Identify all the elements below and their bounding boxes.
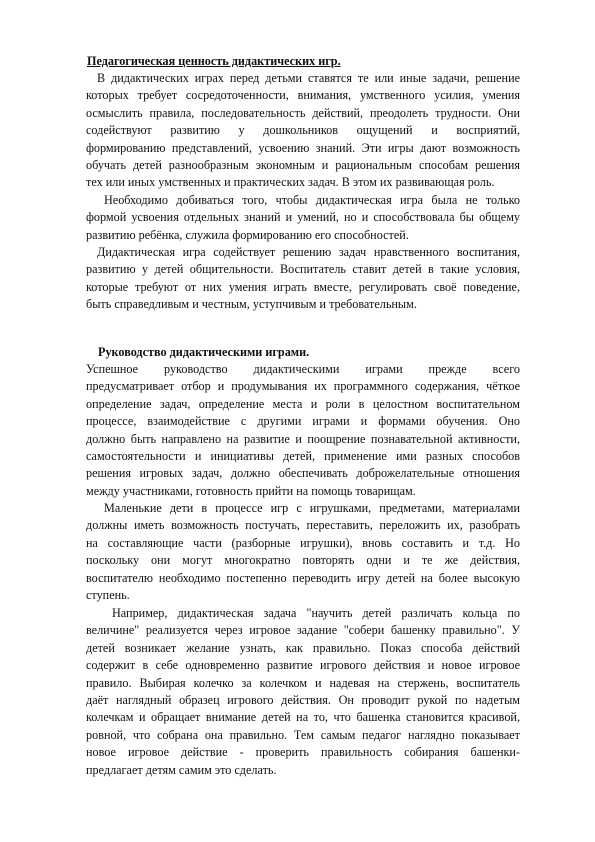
text-line: даёт наглядный образец игрового действия. Он проводит рукой по надетым	[86, 692, 520, 707]
text-line: решения игровых задач, должно обеспечивать доброжелательные отношения	[86, 466, 520, 481]
text-line: на составляющие части (разборные игрушки), вновь составить и т.д. Но	[86, 535, 520, 550]
text-line: предлагает детям самим это сделать.	[86, 762, 277, 777]
text-line: содействуют развитию у дошкольников ощущений и восприятий,	[86, 123, 520, 138]
text-line: В дидактических играх перед детьми ставятся те или иные задачи, решение	[97, 71, 520, 85]
text-line: ступень.	[86, 587, 130, 602]
paragraph-moral-education	[86, 244, 520, 314]
text-line: Необходимо добиваться того, чтобы дидактическая игра была не только	[104, 193, 520, 207]
text-line: Дидактическая игра содействует решению задач нравственного воспитания,	[97, 245, 520, 259]
text-line: обучать детей разнообразным экономным и рациональным способам решения	[86, 157, 520, 172]
paragraph-example-tower	[86, 605, 520, 779]
text-line: осмыслить правила, последовательность действий, преодолеть трудности. Они	[86, 105, 520, 120]
text-line: тех или иных умственных и практических задач. В этом их развивающая роль.	[86, 175, 495, 190]
paragraph-didactic-tasks	[86, 70, 520, 192]
text-line: колечкам и обращает внимание детей на то, что башенка становится красивой,	[86, 710, 520, 725]
text-line: новое игровое действие - проверить правильность собирания башенки-	[86, 745, 520, 760]
text-line: ровной, что собрана она правильно. Тем самым педагог наглядно показывает	[86, 727, 520, 742]
paragraph-general-development	[86, 192, 520, 244]
text-line: воспитателю необходимо постепенно переводить игру детей на более высокую	[86, 570, 520, 585]
text-line: которых требует сосредоточенности, внимания, умственного усилия, умения	[86, 88, 520, 103]
text-line: которые требуют от них умения играть вместе, регулировать своё поведение,	[86, 279, 520, 294]
section-heading-pedagogical-value: Педагогическая ценность дидактических игр.	[87, 54, 341, 68]
text-line: величине" реализуется через игровое задание "собери башенку правильно". У	[86, 623, 520, 638]
text-line: предусматривает отбор и продумывания их программного содержания, чёткое	[86, 379, 520, 394]
text-line: определение задач, определение места и роли в целостном воспитательном	[86, 396, 520, 411]
paragraph-successful-guidance	[86, 361, 520, 500]
section-heading-game-guidance: Руководство дидактическими играми.	[98, 345, 310, 359]
text-line: Успешное руководство дидактическими играми прежде всего	[86, 362, 520, 376]
text-line: детей возникает желание узнать, как правильно. Показ способа действий	[86, 640, 520, 655]
text-line: быть справедливым и честным, уступчивым и требовательным.	[86, 297, 417, 312]
text-line: содержит в себе одновременно развитие игрового действия и новое игровое	[86, 658, 520, 673]
text-line: самостоятельности и инициативы детей, применение ими разных способов	[86, 448, 520, 463]
text-line: развитию у детей общительности. Воспитатель ставит детей в такие условия,	[86, 262, 520, 277]
text-line: между участниками, готовность прийти на помощь товарищам.	[86, 483, 416, 498]
text-line: Например, дидактическая задача "научить детей различать кольца по	[112, 606, 520, 620]
text-line: процессе, взаимодействие с другими играми и формами обучения. Оно	[86, 414, 520, 429]
text-line: поскольку они могут многократно повторять одни и те же действия,	[86, 553, 520, 568]
text-line: Маленькие дети в процессе игр с игрушками, предметами, материалами	[104, 501, 520, 515]
text-line: формированию представлений, усвоению знаний. Эти игры дают возможность	[86, 140, 520, 155]
text-line: развитию ребёнка, служила формированию его способностей.	[86, 227, 409, 242]
text-line: должны иметь возможность постучать, переставить, переложить их, разобрать	[86, 518, 520, 533]
text-line: формой усвоения отдельных знаний и умений, но и способствовала бы общему	[86, 210, 520, 225]
text-line: правило. Выбирая колечко за колечком и надевая на стержень, воспитатель	[86, 675, 520, 690]
text-line: должно быть направлено на развитие и поощрение познавательной активности,	[86, 431, 520, 446]
paragraph-small-children	[86, 500, 520, 604]
